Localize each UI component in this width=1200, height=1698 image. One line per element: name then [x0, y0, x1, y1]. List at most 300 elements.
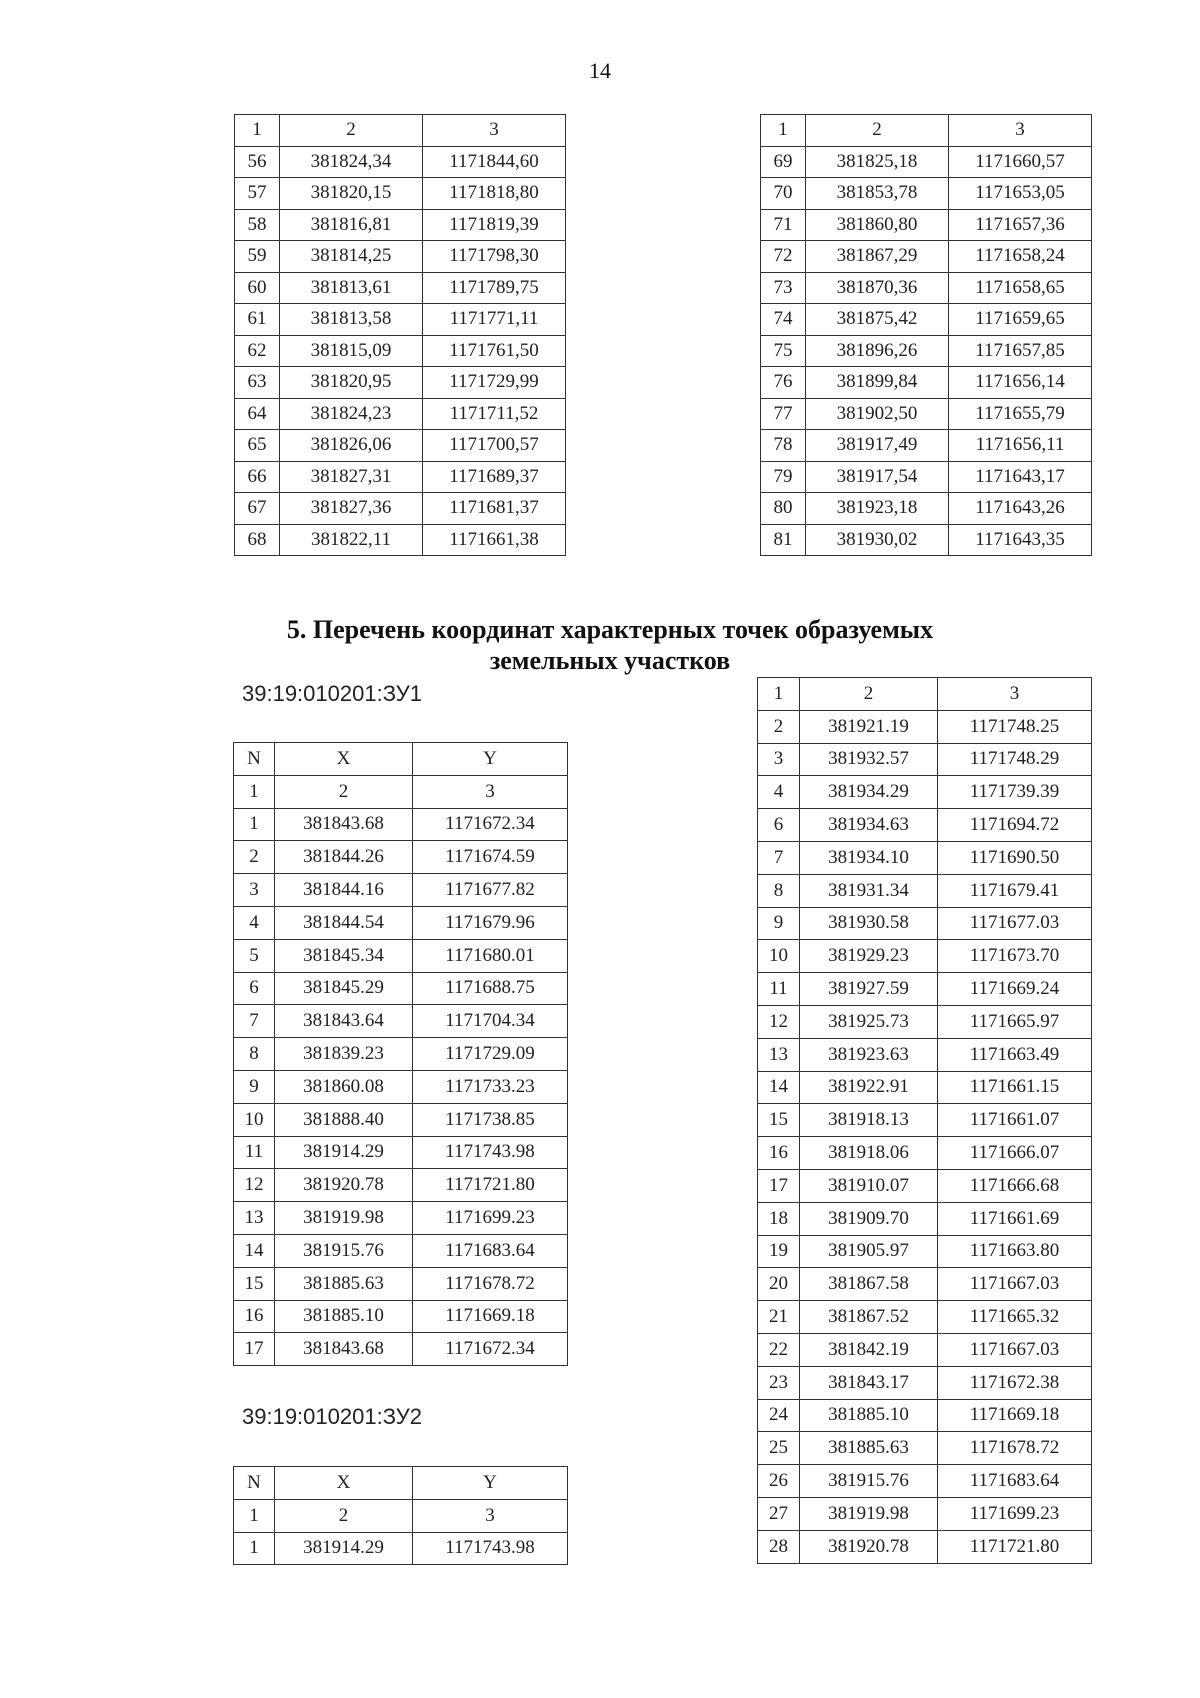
table-row [758, 841, 1092, 874]
table-row [234, 1333, 568, 1366]
table-cell: 381923,18 [806, 493, 949, 525]
table-cell: 1171818,80 [423, 178, 566, 210]
table-cell: 1171665.32 [938, 1301, 1092, 1334]
table-cell: Y [413, 1467, 568, 1500]
table-cell: 20 [758, 1268, 800, 1301]
table-cell: 1171663.49 [938, 1038, 1092, 1071]
table-cell: 15 [758, 1104, 800, 1137]
table-cell: 17 [234, 1333, 275, 1366]
table-cell: 12 [234, 1169, 275, 1202]
table-cell: 1171672.34 [413, 1333, 568, 1366]
table-row [234, 874, 568, 907]
table-row [235, 461, 566, 493]
table-cell: 1171700,57 [423, 430, 566, 462]
table-cell: 381860,80 [806, 209, 949, 241]
table-cell: 2 [280, 115, 423, 147]
section-heading [150, 614, 1070, 676]
table-cell: 381909.70 [800, 1202, 938, 1235]
table-row [761, 461, 1092, 493]
table-cell: 1171672.34 [413, 808, 568, 841]
table-row [234, 906, 568, 939]
table-row [235, 146, 566, 178]
table-column-number-row [234, 1499, 568, 1532]
table-cell: 11 [234, 1136, 275, 1169]
table-row [758, 1333, 1092, 1366]
table-cell: 9 [234, 1070, 275, 1103]
table-cell: 381843.64 [275, 1005, 413, 1038]
table-cell: 381934.29 [800, 776, 938, 809]
table-row [234, 1234, 568, 1267]
table-header-row [758, 678, 1092, 711]
table-cell: 381925.73 [800, 1005, 938, 1038]
table-cell: 1171680.01 [413, 939, 568, 972]
table-cell: 18 [758, 1202, 800, 1235]
table-cell: 1171748.25 [938, 710, 1092, 743]
table-cell: 13 [758, 1038, 800, 1071]
table-cell: 381845.34 [275, 939, 413, 972]
table-cell: 381826,06 [280, 430, 423, 462]
table-cell: 381929.23 [800, 940, 938, 973]
table-row [758, 809, 1092, 842]
table-cell: N [234, 743, 275, 776]
table-cell: 19 [758, 1235, 800, 1268]
table-row [234, 1532, 568, 1565]
table-cell: 1171733.23 [413, 1070, 568, 1103]
table-row [758, 1530, 1092, 1563]
table-cell: 1171669.18 [938, 1399, 1092, 1432]
table-row [758, 776, 1092, 809]
table-row [761, 209, 1092, 241]
table-cell: 381905.97 [800, 1235, 938, 1268]
table-cell: 1171653,05 [949, 178, 1092, 210]
table-cell: 381918.13 [800, 1104, 938, 1137]
table-cell: 381843.17 [800, 1366, 938, 1399]
table-row [761, 430, 1092, 462]
table-row [761, 367, 1092, 399]
table-row [758, 1235, 1092, 1268]
table-row [235, 304, 566, 336]
table-row [234, 1038, 568, 1071]
table-cell: 381867,29 [806, 241, 949, 273]
table-cell: 381922.91 [800, 1071, 938, 1104]
table-cell: 381824,23 [280, 398, 423, 430]
table-cell: 3 [413, 1499, 568, 1532]
table-cell: 1 [234, 775, 275, 808]
table-cell: 381844.26 [275, 841, 413, 874]
table-cell: 10 [758, 940, 800, 973]
table-cell: 1171789,75 [423, 272, 566, 304]
table-cell: 1171844,60 [423, 146, 566, 178]
table-cell: 1171672.38 [938, 1366, 1092, 1399]
table-cell: 1171661,38 [423, 524, 566, 556]
table-cell: 8 [758, 874, 800, 907]
table-cell: 381815,09 [280, 335, 423, 367]
table-cell: 381827,36 [280, 493, 423, 525]
table-cell: 72 [761, 241, 806, 273]
table-cell: 22 [758, 1333, 800, 1366]
table-cell: 381919.98 [275, 1202, 413, 1235]
table-cell: 56 [235, 146, 280, 178]
table-row [235, 335, 566, 367]
table-row [761, 241, 1092, 273]
table-row [235, 524, 566, 556]
table-header-row [234, 743, 568, 776]
table-cell: 1171643,17 [949, 461, 1092, 493]
table-cell: 381885.10 [275, 1300, 413, 1333]
table-cell: 1 [234, 1499, 275, 1532]
table-cell: 7 [234, 1005, 275, 1038]
table-cell: 381825,18 [806, 146, 949, 178]
table-cell: 7 [758, 841, 800, 874]
table-cell: 1171678.72 [413, 1267, 568, 1300]
table-cell: 1171738.85 [413, 1103, 568, 1136]
table-row [758, 1268, 1092, 1301]
table-cell: 381843.68 [275, 1333, 413, 1366]
table-row [758, 1038, 1092, 1071]
table-cell: 1171699.23 [938, 1497, 1092, 1530]
table-cell: 381814,25 [280, 241, 423, 273]
table-cell: 1171798,30 [423, 241, 566, 273]
table-cell: 381920.78 [275, 1169, 413, 1202]
parcel-zu2-label: 39:19:010201:ЗУ2 [242, 1404, 422, 1429]
table-cell: 9 [758, 907, 800, 940]
table-row [235, 493, 566, 525]
table-row [235, 178, 566, 210]
table-cell: 81 [761, 524, 806, 556]
table-cell: 28 [758, 1530, 800, 1563]
table-cell: 381931.34 [800, 874, 938, 907]
section-heading-line-1: 5. Перечень координат характерных точек образуемых [286, 615, 934, 644]
table-cell: 1171681,37 [423, 493, 566, 525]
table-row [235, 272, 566, 304]
table-cell: 58 [235, 209, 280, 241]
table-cell: 1171739.39 [938, 776, 1092, 809]
table-row [234, 939, 568, 972]
table-cell: 1171657,36 [949, 209, 1092, 241]
table-cell: 381867.52 [800, 1301, 938, 1334]
table-cell: 1171656,11 [949, 430, 1092, 462]
table-row [235, 398, 566, 430]
table-row [758, 1399, 1092, 1432]
table-cell: 381902,50 [806, 398, 949, 430]
table-row [758, 907, 1092, 940]
table-cell: 1171771,11 [423, 304, 566, 336]
table-row [758, 973, 1092, 1006]
table-cell: 75 [761, 335, 806, 367]
table-cell: 16 [234, 1300, 275, 1333]
table-row [758, 1169, 1092, 1202]
table-cell: 13 [234, 1202, 275, 1235]
table-row [234, 1300, 568, 1333]
table-cell: 27 [758, 1497, 800, 1530]
table-cell: 3 [234, 874, 275, 907]
table-cell: 3 [949, 115, 1092, 147]
table-cell: 1171679.96 [413, 906, 568, 939]
table-row [761, 493, 1092, 525]
table-cell: 14 [234, 1234, 275, 1267]
table-header-row [234, 1467, 568, 1500]
table-cell: 1171658,65 [949, 272, 1092, 304]
table-cell: 1171721.80 [938, 1530, 1092, 1563]
table-cell: 381827,31 [280, 461, 423, 493]
table-row [761, 146, 1092, 178]
table-row [234, 972, 568, 1005]
table-cell: 78 [761, 430, 806, 462]
table-cell: 381920.78 [800, 1530, 938, 1563]
table-cell: 1 [234, 1532, 275, 1565]
table-cell: 381842.19 [800, 1333, 938, 1366]
table-cell: 1171655,79 [949, 398, 1092, 430]
table-cell: 1171683.64 [938, 1465, 1092, 1498]
table-cell: 381914.29 [275, 1532, 413, 1565]
table-cell: 2 [758, 710, 800, 743]
table-row [761, 272, 1092, 304]
table-row [761, 524, 1092, 556]
coordinates-table-upper-right [760, 114, 1092, 556]
table-cell: 3 [938, 678, 1092, 711]
parcel-zu2-table [233, 1466, 568, 1565]
table-row [758, 1301, 1092, 1334]
table-cell: 1171704.34 [413, 1005, 568, 1038]
table-row [234, 808, 568, 841]
table-row [758, 1071, 1092, 1104]
table-cell: 381824,34 [280, 146, 423, 178]
table-cell: 381934.10 [800, 841, 938, 874]
table-cell: N [234, 1467, 275, 1500]
table-cell: 381860.08 [275, 1070, 413, 1103]
table-cell: 381930.58 [800, 907, 938, 940]
table-header-row [761, 115, 1092, 147]
coordinates-table-upper-left [234, 114, 566, 556]
table-cell: 1171661.15 [938, 1071, 1092, 1104]
table-cell: 381870,36 [806, 272, 949, 304]
table-cell: 381875,42 [806, 304, 949, 336]
table-row [758, 1432, 1092, 1465]
table-cell: 57 [235, 178, 280, 210]
table-cell: 381930,02 [806, 524, 949, 556]
page-number: 14 [589, 58, 611, 83]
table-cell: 1171729,99 [423, 367, 566, 399]
table-cell: 1171667.03 [938, 1268, 1092, 1301]
table-row [758, 710, 1092, 743]
table-cell: 381822,11 [280, 524, 423, 556]
table-cell: 1171673.70 [938, 940, 1092, 973]
table-cell: X [275, 743, 413, 776]
table-cell: 68 [235, 524, 280, 556]
table-cell: 1171688.75 [413, 972, 568, 1005]
table-cell: 4 [758, 776, 800, 809]
table-cell: 381915.76 [275, 1234, 413, 1267]
table-cell: 1171743.98 [413, 1532, 568, 1565]
table-cell: 65 [235, 430, 280, 462]
table-cell: 69 [761, 146, 806, 178]
table-cell: 1171677.82 [413, 874, 568, 907]
table-row [761, 398, 1092, 430]
table-cell: 17 [758, 1169, 800, 1202]
table-cell: 1171666.68 [938, 1169, 1092, 1202]
table-cell: 381813,61 [280, 272, 423, 304]
table-cell: 23 [758, 1366, 800, 1399]
table-cell: 381816,81 [280, 209, 423, 241]
table-cell: 2 [806, 115, 949, 147]
table-row [234, 841, 568, 874]
table-row [234, 1169, 568, 1202]
table-cell: 26 [758, 1465, 800, 1498]
table-row [234, 1267, 568, 1300]
table-cell: 381918.06 [800, 1137, 938, 1170]
table-cell: 61 [235, 304, 280, 336]
table-cell: 16 [758, 1137, 800, 1170]
table-cell: 2 [234, 841, 275, 874]
table-cell: 381923.63 [800, 1038, 938, 1071]
table-cell: 1171819,39 [423, 209, 566, 241]
table-cell: 67 [235, 493, 280, 525]
table-cell: 1171748.29 [938, 743, 1092, 776]
table-cell: 3 [758, 743, 800, 776]
table-cell: 1171678.72 [938, 1432, 1092, 1465]
table-cell: 381845.29 [275, 972, 413, 1005]
table-cell: 381885.10 [800, 1399, 938, 1432]
table-cell: 1171661.69 [938, 1202, 1092, 1235]
table-cell: 11 [758, 973, 800, 1006]
table-column-number-row [234, 775, 568, 808]
table-cell: 1171679.41 [938, 874, 1092, 907]
table-cell: 3 [423, 115, 566, 147]
table-row [758, 1202, 1092, 1235]
table-cell: 381867.58 [800, 1268, 938, 1301]
table-cell: 1 [234, 808, 275, 841]
table-cell: 1171665.97 [938, 1005, 1092, 1038]
table-cell: 1171677.03 [938, 907, 1092, 940]
table-cell: 5 [234, 939, 275, 972]
table-cell: 6 [234, 972, 275, 1005]
table-cell: 1171656,14 [949, 367, 1092, 399]
parcel-zu2-continuation-table [757, 677, 1092, 1564]
table-cell: 1 [758, 678, 800, 711]
table-cell: 25 [758, 1432, 800, 1465]
table-cell: 59 [235, 241, 280, 273]
table-cell: 1171667.03 [938, 1333, 1092, 1366]
table-cell: 63 [235, 367, 280, 399]
table-cell: 1171657,85 [949, 335, 1092, 367]
table-cell: 381921.19 [800, 710, 938, 743]
table-cell: 2 [800, 678, 938, 711]
table-cell: 15 [234, 1267, 275, 1300]
table-cell: 10 [234, 1103, 275, 1136]
table-row [758, 1104, 1092, 1137]
table-cell: 1171666.07 [938, 1137, 1092, 1170]
table-cell: 76 [761, 367, 806, 399]
table-row [761, 304, 1092, 336]
parcel-zu1-table [233, 742, 568, 1366]
table-cell: 381843.68 [275, 808, 413, 841]
table-row [758, 743, 1092, 776]
table-cell: 74 [761, 304, 806, 336]
table-cell: 381896,26 [806, 335, 949, 367]
table-cell: 1171689,37 [423, 461, 566, 493]
section-heading-line-2: земельных участков [489, 646, 731, 675]
table-cell: 24 [758, 1399, 800, 1432]
table-cell: 1171721.80 [413, 1169, 568, 1202]
table-cell: 1171674.59 [413, 841, 568, 874]
table-cell: 14 [758, 1071, 800, 1104]
table-row [758, 1005, 1092, 1038]
table-row [234, 1103, 568, 1136]
table-cell: 1171690.50 [938, 841, 1092, 874]
table-cell: 381934.63 [800, 809, 938, 842]
table-row [758, 940, 1092, 973]
table-row [758, 874, 1092, 907]
table-cell: 381844.54 [275, 906, 413, 939]
table-cell: 381844.16 [275, 874, 413, 907]
table-cell: Y [413, 743, 568, 776]
table-cell: 1171699.23 [413, 1202, 568, 1235]
table-cell: 381927.59 [800, 973, 938, 1006]
table-row [761, 178, 1092, 210]
table-cell: 381820,15 [280, 178, 423, 210]
table-row [234, 1202, 568, 1235]
table-row [235, 430, 566, 462]
table-cell: 21 [758, 1301, 800, 1334]
table-cell: 1171660,57 [949, 146, 1092, 178]
table-row [234, 1136, 568, 1169]
table-cell: 1171683.64 [413, 1234, 568, 1267]
table-row [761, 335, 1092, 367]
table-cell: 381917,49 [806, 430, 949, 462]
table-cell: X [275, 1467, 413, 1500]
table-cell: 60 [235, 272, 280, 304]
table-cell: 381910.07 [800, 1169, 938, 1202]
table-cell: 1171711,52 [423, 398, 566, 430]
table-cell: 381885.63 [275, 1267, 413, 1300]
table-cell: 1171669.24 [938, 973, 1092, 1006]
table-cell: 70 [761, 178, 806, 210]
table-cell: 381932.57 [800, 743, 938, 776]
table-cell: 1171669.18 [413, 1300, 568, 1333]
table-row [758, 1497, 1092, 1530]
table-row [758, 1366, 1092, 1399]
table-cell: 66 [235, 461, 280, 493]
table-row [758, 1465, 1092, 1498]
table-cell: 79 [761, 461, 806, 493]
table-cell: 381915.76 [800, 1465, 938, 1498]
table-cell: 3 [413, 775, 568, 808]
table-row [234, 1070, 568, 1103]
table-cell: 8 [234, 1038, 275, 1071]
table-cell: 2 [275, 775, 413, 808]
table-cell: 1171661.07 [938, 1104, 1092, 1137]
parcel-zu1-label: 39:19:010201:ЗУ1 [242, 681, 422, 706]
table-cell: 381914.29 [275, 1136, 413, 1169]
table-cell: 1171643,35 [949, 524, 1092, 556]
table-cell: 77 [761, 398, 806, 430]
table-row [758, 1137, 1092, 1170]
table-header-row [235, 115, 566, 147]
table-cell: 1 [761, 115, 806, 147]
table-cell: 381899,84 [806, 367, 949, 399]
table-cell: 1171743.98 [413, 1136, 568, 1169]
table-cell: 71 [761, 209, 806, 241]
table-cell: 381885.63 [800, 1432, 938, 1465]
table-cell: 381853,78 [806, 178, 949, 210]
table-cell: 6 [758, 809, 800, 842]
table-cell: 381839.23 [275, 1038, 413, 1071]
table-cell: 73 [761, 272, 806, 304]
table-cell: 1171659,65 [949, 304, 1092, 336]
table-cell: 1171643,26 [949, 493, 1092, 525]
table-row [234, 1005, 568, 1038]
table-cell: 381820,95 [280, 367, 423, 399]
